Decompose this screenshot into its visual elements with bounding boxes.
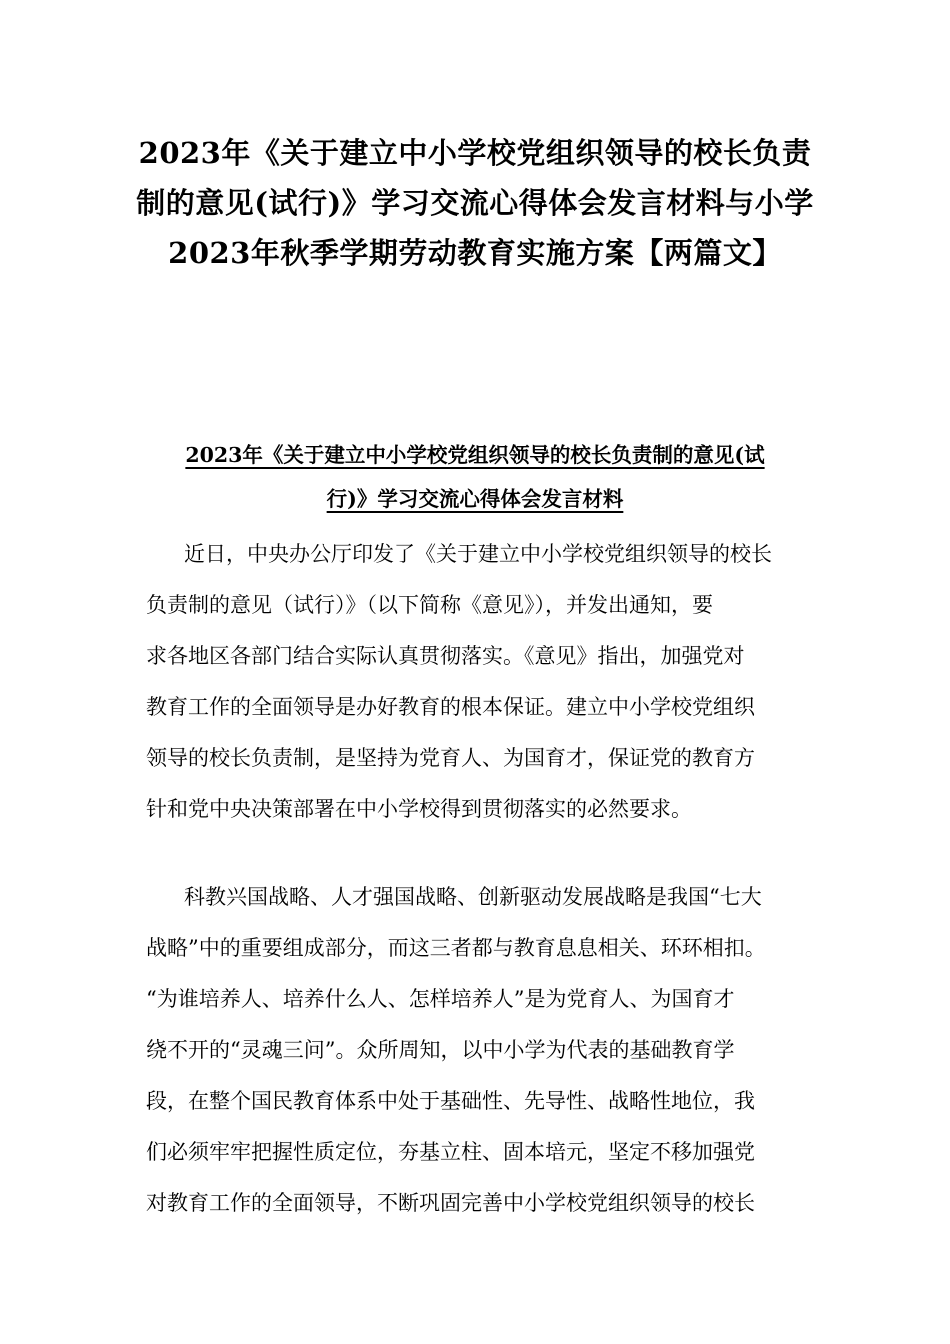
paragraph-line: 针和党中央决策部署在中小学校得到贯彻落实的必然要求。: [146, 797, 692, 821]
paragraph-line: 战略”中的重要组成部分，而这三者都与教育息息相关、环环相扣。: [146, 936, 766, 960]
paragraph-line: 科教兴国战略、人才强国战略、创新驱动发展战略是我国“七大: [184, 885, 762, 909]
paragraph-line: 近日，中央办公厅印发了《关于建立中小学校党组织领导的校长: [184, 542, 772, 566]
paragraph-line: 求各地区各部门结合实际认真贯彻落实。《意见》指出，加强党对: [146, 644, 745, 668]
paragraph-line: 绕不开的“灵魂三问”。众所周知，以中小学为代表的基础教育学: [146, 1038, 735, 1062]
paragraph-line: 对教育工作的全面领导，不断巩固完善中小学校党组织领导的校长: [146, 1191, 755, 1215]
title-line: 2023年秋季学期劳动教育实施方案【两篇文】: [168, 236, 782, 270]
paragraph-line: 负责制的意见（试行）》（以下简称《意见》），并发出通知，要: [146, 593, 713, 617]
section-title-line: 行)》学习交流心得体会发言材料: [326, 487, 624, 511]
paragraph-line: 教育工作的全面领导是办好教育的根本保证。建立中小学校党组织: [146, 695, 755, 719]
paragraph-line: 们必须牢牢把握性质定位，夯基立柱、固本培元，坚定不移加强党: [146, 1140, 755, 1164]
title-line: 2023年《关于建立中小学校党组织领导的校长负责: [138, 136, 812, 170]
body-paragraph-2: [146, 872, 826, 1229]
section-title: [120, 433, 830, 521]
paragraph-line: 领导的校长负责制，是坚持为党育人、为国育才，保证党的教育方: [146, 746, 755, 770]
section-title-line: 2023年《关于建立中小学校党组织领导的校长负责制的意见(试: [185, 443, 765, 467]
title-line: 制的意见(试行)》学习交流心得体会发言材料与小学: [136, 186, 814, 220]
paragraph-line: “为谁培养人、培养什么人、怎样培养人”是为党育人、为国育才: [146, 987, 735, 1011]
body-paragraph-1: [146, 529, 826, 835]
paragraph-line: 段，在整个国民教育体系中处于基础性、先导性、战略性地位，我: [146, 1089, 755, 1113]
document-title: [120, 128, 830, 278]
